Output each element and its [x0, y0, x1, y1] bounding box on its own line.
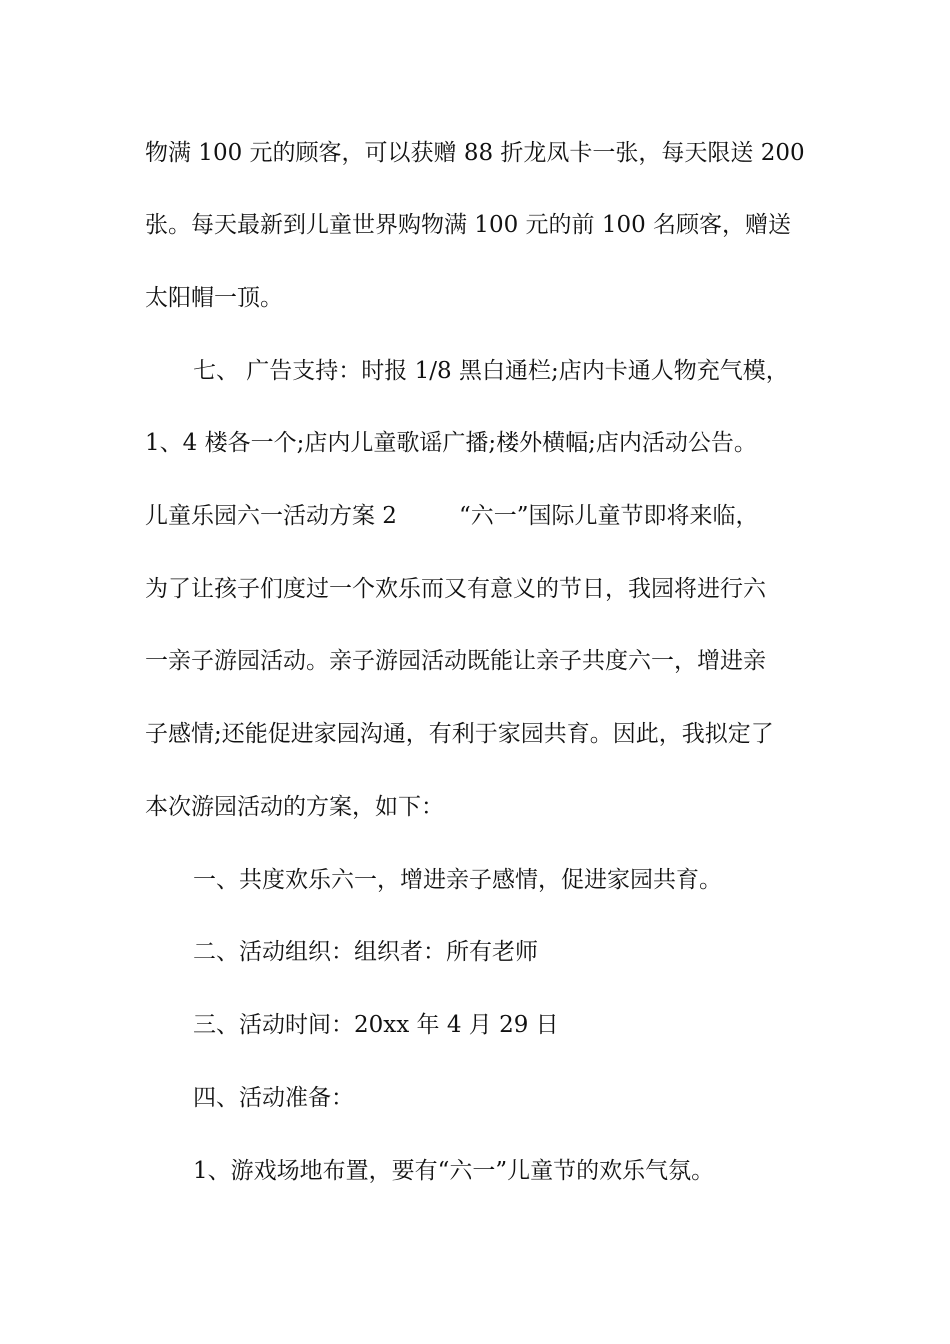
list-item: 1、游戏场地布置，要有“六一”儿童节的欢乐气氛。 — [193, 1158, 715, 1184]
text-line: 一亲子游园活动。亲子游园活动既能让亲子共度六一，增进亲 — [145, 648, 766, 674]
text-line: 子感情;还能促进家园沟通，有利于家园共育。因此，我拟定了 — [145, 721, 774, 747]
text-line-ad-support: 七、 广告支持：时报 1/8 黑白通栏;店内卡通人物充气模， — [193, 358, 789, 384]
section-intro: “六一”国际儿童节即将来临， — [458, 503, 759, 529]
section-heading-line — [145, 501, 815, 531]
list-item: 三、活动时间：20xx 年 4 月 29 日 — [193, 1012, 559, 1038]
list-item: 四、活动准备： — [193, 1085, 354, 1111]
text-line: 太阳帽一顶。 — [145, 285, 283, 311]
text-line: 为了让孩子们度过一个欢乐而又有意义的节日，我园将进行六 — [145, 576, 766, 602]
text-line: 本次游园活动的方案，如下： — [145, 794, 444, 820]
section-title: 儿童乐园六一活动方案 2 — [145, 503, 397, 529]
text-line: 1、4 楼各一个;店内儿童歌谣广播;楼外横幅;店内活动公告。 — [145, 430, 757, 456]
text-line: 物满 100 元的顾客，可以获赠 88 折龙凤卡一张，每天限送 200 — [145, 140, 805, 166]
list-item: 一、共度欢乐六一，增进亲子感情，促进家园共育。 — [193, 867, 722, 893]
text-line: 张。每天最新到儿童世界购物满 100 元的前 100 名顾客，赠送 — [145, 212, 792, 238]
list-item: 二、活动组织：组织者：所有老师 — [193, 939, 538, 965]
